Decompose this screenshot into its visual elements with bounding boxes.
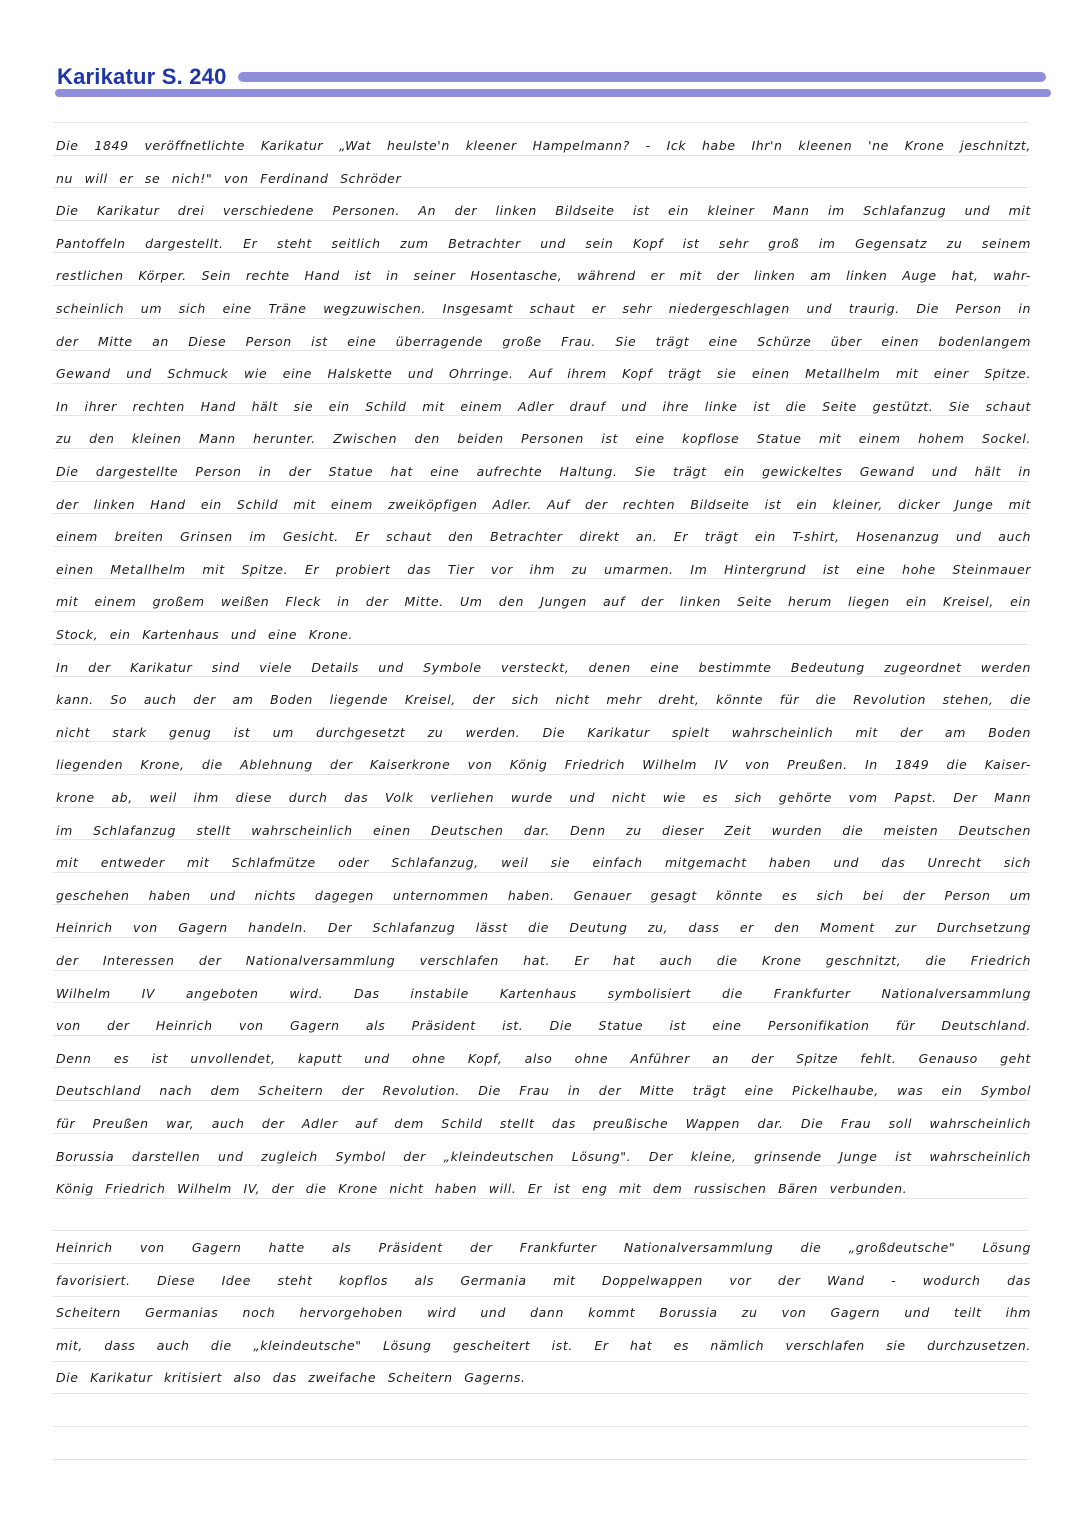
ruled-line (53, 220, 1028, 221)
text-line: zu den kleinen Mann herunter. Zwischen den beiden Personen ist eine kopflose Statue mit einem hohem Sockel. (56, 431, 1031, 447)
text-line: Stock, ein Kartenhaus und eine Krone. (56, 627, 353, 642)
ruled-line (53, 122, 1028, 123)
text-line: mit, dass auch die „kleindeutsche" Lösung gescheitert ist. Er hat es nämlich verschlafen sie durchzusetzen. (56, 1337, 1031, 1353)
text-line: König Friedrich Wilhelm IV, der die Krone nicht haben will. Er ist eng mit dem russischen Bären verbunden. (56, 1181, 908, 1197)
ruled-line (53, 1263, 1028, 1264)
ruled-line (53, 1002, 1028, 1003)
ruled-line (53, 1133, 1028, 1134)
text-line: favorisiert. Diese Idee steht kopflos als Germania mit Doppelwappen vor der Wand - wodurch das (56, 1272, 1031, 1288)
text-line: Scheitern Germanias noch hervorgehoben wird und dann kommt Borussia zu von Gagern und teilt ihm (56, 1305, 1031, 1321)
text-line: Die 1849 veröffnetlichte Karikatur „Wat heulste'n kleener Hampelmann? - Ick habe Ihr'n kleenen 'ne Krone jeschnitzt, (56, 138, 1031, 153)
text-line: Deutschland nach dem Scheitern der Revolution. Die Frau in der Mitte trägt eine Pickelhaube, was ein Symbol (56, 1083, 1031, 1099)
ruled-line (53, 937, 1028, 938)
text-line: In ihrer rechten Hand hält sie ein Schild mit einem Adler drauf und ihre linke ist die Seite gestützt. Sie schaut (56, 398, 1031, 414)
ruled-line (53, 415, 1028, 416)
ruled-line (53, 546, 1028, 547)
page-title: Karikatur S. 240 (57, 64, 227, 89)
ruled-line (53, 709, 1028, 710)
title-underline-bar (238, 72, 1046, 82)
ruled-line (53, 1328, 1028, 1329)
text-line: der Mitte an Diese Person ist eine überragende große Frau. Sie trägt eine Schürze über einen bodenlangem (56, 333, 1031, 349)
text-line: krone ab, weil ihm diese durch das Volk verliehen wurde und nicht wie es sich gehörte vom Papst. Der Mann (56, 790, 1031, 805)
ruled-line (53, 155, 1028, 156)
text-line: Wilhelm IV angeboten wird. Das instabile Kartenhaus symbolisiert die Frankfurter Nationalversammlung (56, 985, 1031, 1001)
ruled-line (53, 350, 1028, 351)
ruled-line (53, 774, 1028, 775)
text-line: für Preußen war, auch der Adler auf dem Schild stellt das preußische Wappen dar. Die Frau soll wahrscheinlich (56, 1116, 1031, 1131)
text-line: In der Karikatur sind viele Details und Symbole versteckt, denen eine bestimmte Bedeutung zugeordnet werden (56, 659, 1031, 675)
ruled-line (53, 1361, 1028, 1362)
ruled-line (53, 448, 1028, 449)
ruled-line (53, 1067, 1028, 1068)
ruled-line (53, 1393, 1028, 1394)
text-line: restlichen Körper. Sein rechte Hand ist in seiner Hosentasche, während er mit der linken am linken Auge hat, wahr- (56, 268, 1031, 284)
ruled-line (53, 741, 1028, 742)
ruled-line (53, 611, 1028, 612)
ruled-line (53, 872, 1028, 873)
ruled-line (53, 578, 1028, 579)
ruled-line (53, 318, 1028, 319)
ruled-line (53, 1165, 1028, 1166)
text-line: Borussia darstellen und zugleich Symbol der „kleindeutschen Lösung". Der kleine, grinsende Junge ist wahrscheinlich (56, 1148, 1031, 1164)
text-line: nicht stark genug ist um durchgesetzt zu werden. Die Karikatur spielt wahrscheinlich mit der am Boden (56, 724, 1031, 740)
ruled-line (53, 904, 1028, 905)
ruled-line (53, 187, 1028, 188)
text-line: mit entweder mit Schlafmütze oder Schlafanzug, weil sie einfach mitgemacht haben und das Unrecht sich (56, 855, 1031, 871)
ruled-line (53, 1198, 1028, 1199)
ruled-line (53, 970, 1028, 971)
ruled-line (53, 481, 1028, 482)
text-line: mit einem großem weißen Fleck in der Mitte. Um den Jungen auf der linken Seite herum liegen ein Kreisel, ein (56, 594, 1031, 610)
text-line: Die Karikatur kritisiert also das zweifache Scheitern Gagerns. (56, 1370, 526, 1386)
text-line: Die dargestellte Person in der Statue hat eine aufrechte Haltung. Sie trägt ein gewickeltes Gewand und hält in (56, 464, 1031, 479)
text-line: Die Karikatur drei verschiedene Personen. An der linken Bildseite ist ein kleiner Mann im Schlafanzug und mit (56, 203, 1031, 219)
ruled-line (53, 252, 1028, 253)
text-line: Heinrich von Gagern handeln. Der Schlafanzug lässt die Deutung zu, dass er den Moment zur Durchsetzung (56, 920, 1031, 936)
text-line: im Schlafanzug stellt wahrscheinlich einen Deutschen dar. Denn zu dieser Zeit wurden die meisten Deutschen (56, 822, 1031, 838)
text-line: der Interessen der Nationalversammlung verschlafen hat. Er hat auch die Krone geschnitzt, die Friedrich (56, 953, 1031, 968)
text-line: kann. So auch der am Boden liegende Kreisel, der sich nicht mehr dreht, könnte für die Revolution stehen, die (56, 692, 1031, 708)
text-line: Pantoffeln dargestellt. Er steht seitlich zum Betrachter und sein Kopf ist sehr groß im Gegensatz zu seinem (56, 235, 1031, 251)
text-line: Heinrich von Gagern hatte als Präsident der Frankfurter Nationalversammlung die „großdeutsche" Lösung (56, 1240, 1031, 1255)
ruled-line (53, 1100, 1028, 1101)
ruled-line (53, 513, 1028, 514)
text-line: scheinlich um sich eine Träne wegzuwischen. Insgesamt schaut er sehr niedergeschlagen und traurig. Die Person in (56, 301, 1031, 316)
ruled-line (53, 807, 1028, 808)
ruled-line (53, 676, 1028, 677)
text-line: einem breiten Grinsen im Gesicht. Er schaut den Betrachter direkt an. Er trägt ein T-shirt, Hosenanzug und auch (56, 529, 1031, 545)
text-line: geschehen haben und nichts dagegen unternommen haben. Genauer gesagt könnte es sich bei der Person um (56, 887, 1031, 903)
ruled-line (53, 1035, 1028, 1036)
ruled-line (53, 1459, 1028, 1460)
ruled-line (53, 1296, 1028, 1297)
text-line: Gewand und Schmuck wie eine Halskette und Ohrringe. Auf ihrem Kopf trägt sie einen Metallhelm mit einer Spitze. (56, 366, 1031, 382)
text-line: von der Heinrich von Gagern als Präsident ist. Die Statue ist eine Personifikation für Deutschland. (56, 1018, 1031, 1034)
text-line: Denn es ist unvollendet, kaputt und ohne Kopf, also ohne Anführer an der Spitze fehlt. Genauso geht (56, 1050, 1031, 1066)
ruled-line (53, 383, 1028, 384)
ruled-line (53, 1230, 1028, 1231)
ruled-line (53, 285, 1028, 286)
text-line: der linken Hand ein Schild mit einem zweiköpfigen Adler. Auf der rechten Bildseite ist ein kleiner, dicker Junge mit (56, 496, 1031, 512)
title-underline-bar-long (55, 89, 1051, 97)
text-line: nu will er se nich!" von Ferdinand Schröder (56, 170, 402, 186)
ruled-line (53, 839, 1028, 840)
text-line: liegenden Krone, die Ablehnung der Kaiserkrone von König Friedrich Wilhelm IV von Preußen. In 1849 die Kaiser- (56, 757, 1031, 773)
ruled-line (53, 644, 1028, 645)
ruled-line (53, 1426, 1028, 1427)
text-line: einen Metallhelm mit Spitze. Er probiert das Tier vor ihm zu umarmen. Im Hintergrund ist eine hohe Steinmauer (56, 561, 1031, 577)
